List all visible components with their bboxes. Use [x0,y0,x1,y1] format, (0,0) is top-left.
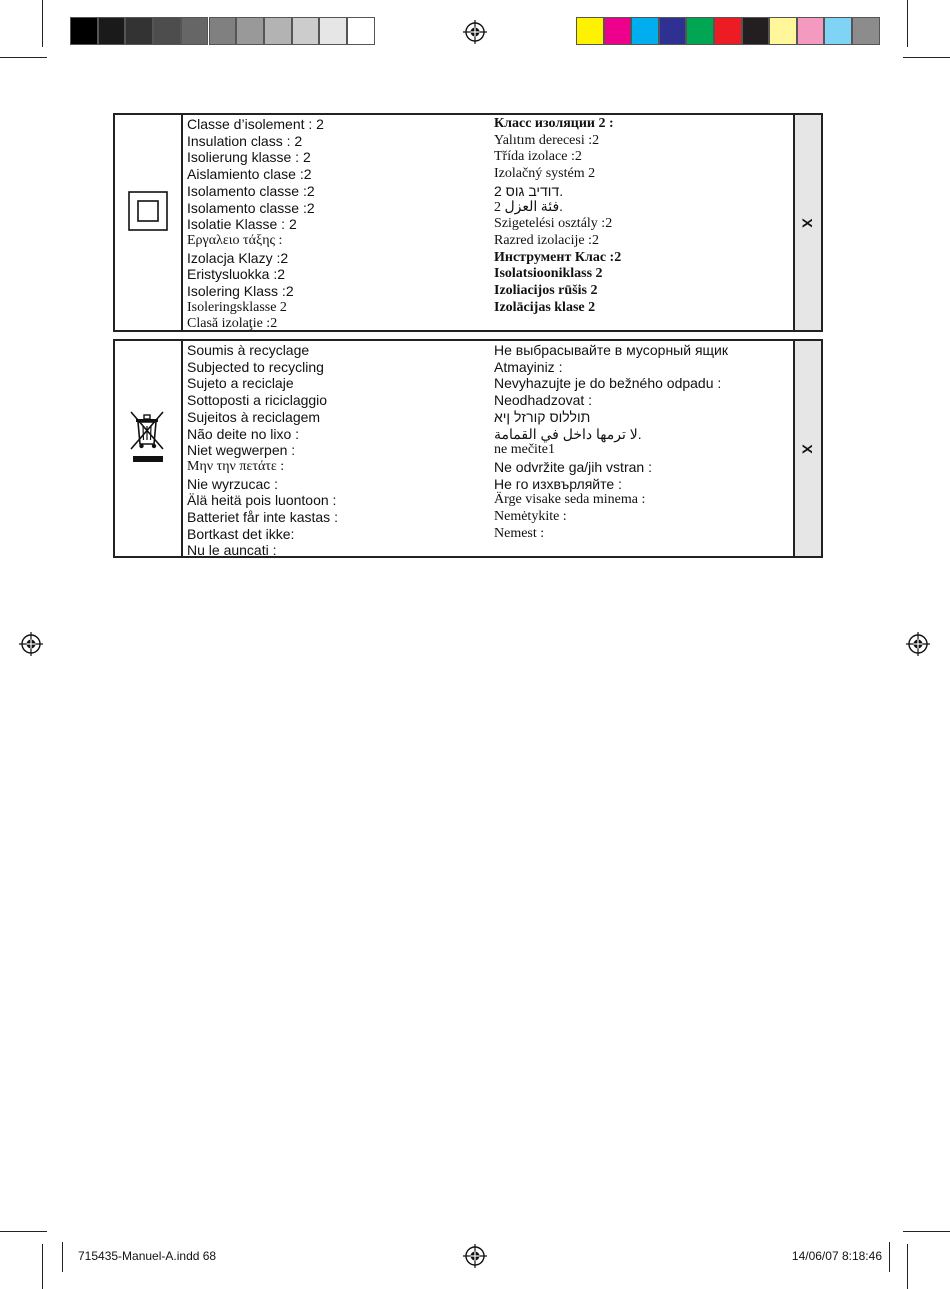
text-line: Izolačný systém 2 [494,166,596,182]
color-swatch [604,17,632,45]
color-swatch [797,17,825,45]
registration-mark-icon [906,632,930,656]
color-swatch [153,17,181,45]
text-line: Ne odvržite ga/jih vstran : [494,458,652,475]
text-line: Neodhadzovat : [494,392,593,409]
text-line: Isolatsiooniklass 2 [494,266,603,282]
text-line: Subjected to recycling [187,358,324,375]
text-line: Sujeitos à reciclagem [187,408,321,425]
color-swatch [576,17,604,45]
text-line: Isolamento classe :2 [187,182,315,199]
text-line: Insulation class : 2 [187,132,303,149]
text-line: Szigetelési osztály :2 [494,216,613,232]
text-line: Ärge visake seda minema : [494,492,646,508]
color-swatch [236,17,264,45]
text-line: Batteriet får inte kastas : [187,509,338,526]
color-swatch [125,17,153,45]
text-line: Μην την πετάτε : [187,458,285,474]
applicability-cell [793,341,821,556]
text-line: فئة العزل 2. [494,199,563,215]
text-line: Sottoposti a riciclaggio [187,392,328,409]
footer-file-label: 715435-Manuel-A.indd 68 [78,1249,217,1263]
text-line: Nie wyrzucac : [187,475,279,492]
footer-timestamp: 14/06/07 8:18:46 [791,1249,882,1263]
crop-mark [62,1242,63,1272]
color-swatch [209,17,237,45]
text-line: Izoliacijos rūšis 2 [494,283,598,299]
text-line: Sujeto a reciclaje [187,375,294,392]
text-line: Isoleringsklasse 2 [187,299,287,315]
color-swatch [98,17,126,45]
text-line: Nevyhazujte je do bežného odpadu : [494,375,722,392]
text-line: תוללוס קורזל ןיא [494,408,591,425]
text-line: Atmayiniz : [494,358,563,375]
text-line: Älä heitä pois luontoon : [187,492,337,509]
color-swatch [824,17,852,45]
text-line: Eristysluokka :2 [187,266,286,283]
registration-mark-icon [19,632,43,656]
crop-mark [0,1231,47,1232]
text-line: Yalıtım derecesi :2 [494,132,600,148]
text-line: Aislamiento clase :2 [187,166,312,183]
color-swatch [686,17,714,45]
double-insulation-square-icon [128,191,168,231]
color-swatch [319,17,347,45]
text-line: Não deite no lixo : [187,425,300,442]
text-line: Clasă izolaţie :2 [187,316,278,332]
icon-cell [115,115,183,330]
text-line: Soumis à recyclage [187,342,310,358]
text-line: Isolierung klasse : 2 [187,149,311,166]
text-line: Не выбрасывайте в мусорный ящик [494,342,728,358]
color-swatch [714,17,742,45]
text-line: Izolācijas klase 2 [494,299,596,315]
crop-mark [907,0,908,47]
insulation-labels-right [494,116,621,316]
color-swatch [769,17,797,45]
crop-mark [903,1231,950,1232]
crop-mark [42,1244,43,1289]
recycling-labels-left [187,342,338,559]
text-line: Класс изоляции 2 : [494,116,614,131]
text-line: Isolatie Klasse : 2 [187,216,297,233]
color-swatch [264,17,292,45]
text-line: ne mečite1 [494,442,556,458]
text-line: Isolering Klass :2 [187,283,294,300]
registration-mark-icon [463,1244,487,1268]
color-swatch [292,17,320,45]
crop-mark [907,1244,908,1289]
applicability-mark: X [800,217,816,228]
registration-mark-icon [463,20,487,44]
color-swatch [852,17,880,45]
recycling-table [113,339,823,558]
text-line: Razred izolacije :2 [494,232,599,248]
icon-cell [115,341,183,556]
text-line: Bortkast det ikke: [187,525,295,542]
applicability-mark: X [800,443,816,454]
color-swatch [181,17,209,45]
insulation-labels-left [187,116,324,333]
crop-mark [42,0,43,47]
color-swatch [631,17,659,45]
text-line: Nemėtykite : [494,509,567,525]
color-swatch [347,17,375,45]
text-line: لا ترمها داخل في القمامة. [494,425,642,442]
color-swatch [742,17,770,45]
crop-mark [903,57,950,58]
text-line: Classe d’isolement : 2 [187,116,324,132]
text-line: Niet wegwerpen : [187,442,296,459]
text-line: Инструмент Клас :2 [494,249,622,265]
text-line: Не го изхвърляйте : [494,475,622,492]
applicability-cell [793,115,821,330]
color-swatch [70,17,98,45]
text-line: דודיב גוס 2. [494,182,564,199]
text-line: Nu le auncati : [187,542,277,559]
text-line: Třída izolace :2 [494,149,582,165]
crossed-out-wheelie-bin-icon [129,409,167,467]
crop-mark [889,1242,890,1272]
recycling-labels-right [494,342,728,542]
text-line: Izolacja Klazy :2 [187,249,289,266]
color-swatch [659,17,687,45]
text-line: Isolamento classe :2 [187,199,315,216]
insulation-class-table [113,113,823,332]
text-line: Εργαλειο τάξης : [187,232,283,248]
crop-mark [0,57,47,58]
text-line: Nemest : [494,525,545,541]
